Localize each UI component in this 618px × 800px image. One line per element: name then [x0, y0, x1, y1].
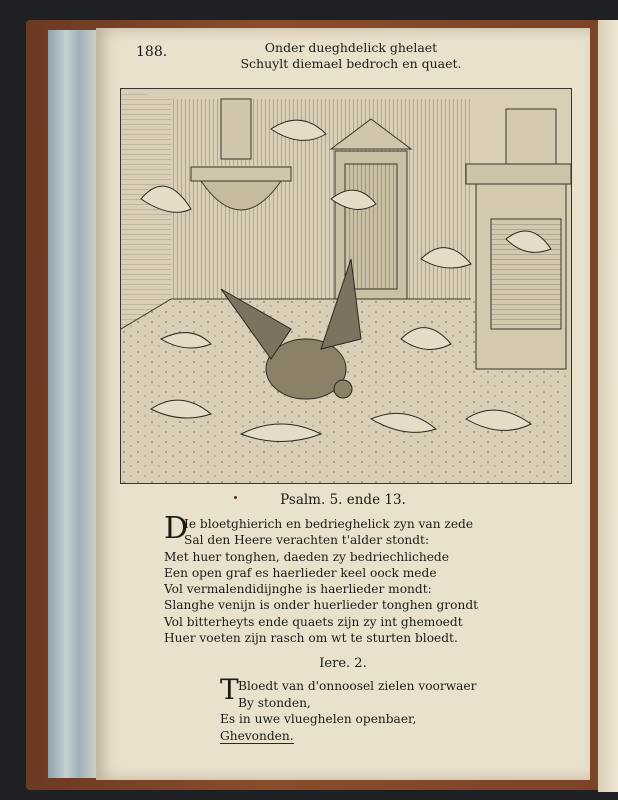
- verse-line: Een open graf es haerlieder keel oock mede: [164, 565, 437, 580]
- drop-cap: D: [164, 511, 189, 546]
- verse-line: Vol bitterheyts ende quaets zijn zy int ghemoedt: [164, 614, 463, 629]
- verse-line: [220, 728, 558, 745]
- page-headline: [226, 40, 476, 72]
- headline-line-1: Onder dueghdelick ghelaet: [264, 40, 438, 55]
- verse-line: Sal den Heere verachten t'alder stondt:: [184, 533, 430, 548]
- headline-line-2: Schuylt diemael bedroch en quaet.: [240, 56, 462, 71]
- verse-line: Huer voeten zijn rasch om wt te sturten bloedt.: [164, 631, 458, 646]
- drop-cap: T: [220, 673, 239, 706]
- verse-line: Bloedt van d'onnoosel zielen voorwaer: [238, 679, 477, 693]
- book-page: [96, 28, 590, 780]
- verse-line: Es in uwe vlueghelen openbaer,: [220, 712, 417, 726]
- facing-page-edge: [598, 20, 618, 792]
- jeremiah-reference: Iere. 2.: [319, 656, 367, 671]
- page-edges: [48, 30, 100, 778]
- verse-line: By stonden,: [238, 695, 311, 710]
- psalm-reference: Psalm. 5. ende 13.: [280, 492, 406, 508]
- engraving-illustration: [120, 88, 572, 484]
- verse-line-text: Ghevonden.: [220, 728, 294, 743]
- verse-jeremiah: [220, 678, 558, 744]
- verse-line: Met huer tonghen, daeden zy bedriechlichede: [164, 549, 449, 564]
- verse-line: Slanghe venijn is onder huerlieder tonghen grondt: [164, 598, 479, 613]
- verse-psalm: [164, 516, 584, 646]
- verse-line: Vol vermalendidijnghe is haerlieder mondt:: [164, 582, 432, 597]
- verse-line: Ie bloetghierich en bedrieghelick zyn van zede: [184, 517, 474, 531]
- page-number: 188.: [136, 44, 168, 60]
- engraving-drawing: [121, 89, 571, 483]
